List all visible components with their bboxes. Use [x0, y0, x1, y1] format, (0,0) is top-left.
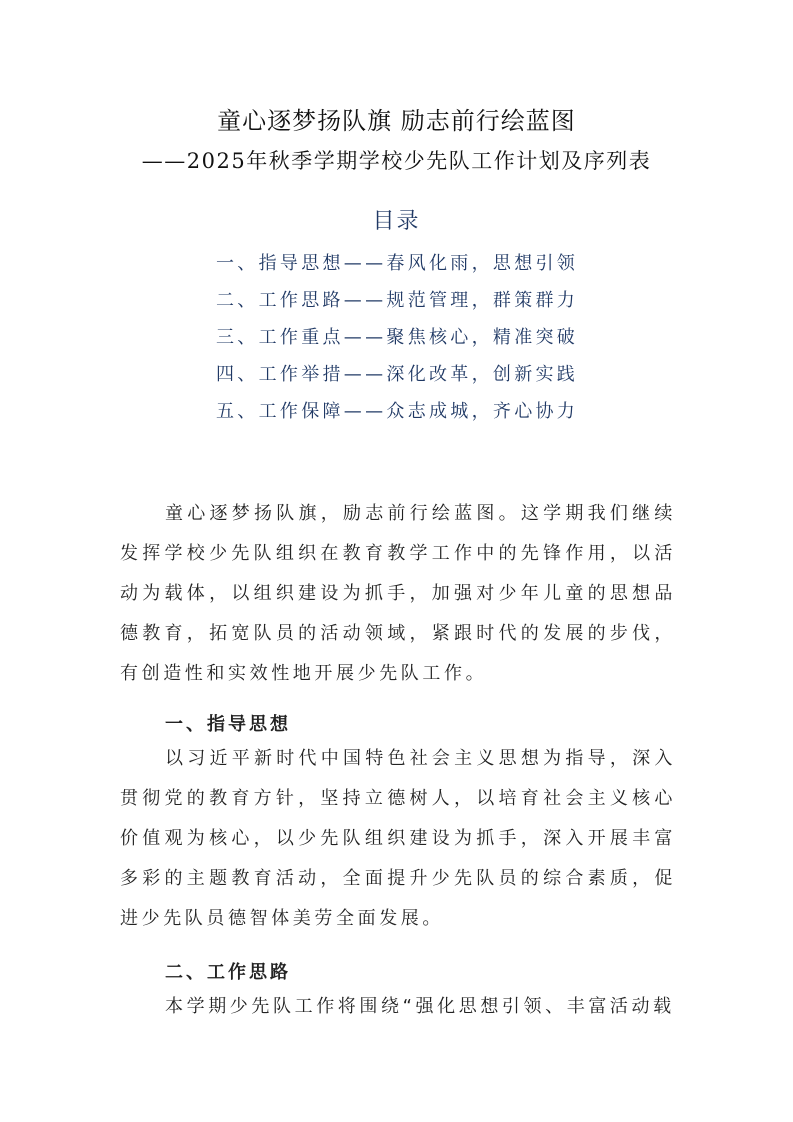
toc-heading: 目录 [372, 209, 421, 234]
toc-item[interactable]: 二、工作思路——规范管理，群策群力 [216, 290, 579, 311]
section-heading-guiding-ideology: 一、指导思想 [165, 714, 291, 735]
document-subtitle: ——2025年秋季学期学校少先队工作计划及序列表 [141, 149, 652, 173]
table-of-contents [216, 250, 578, 435]
section-body-guiding-ideology: 以习近平新时代中国特色社会主义思想为指导，深入贯彻党的教育方针，坚持立德树人，以培育社会主义核心价值观为核心，以少先队组织建设为抓手，深入开展丰富多彩的主题教育活动，全面提升少先队员的综合素质，促进少先队员德智体美劳全面发展。 [120, 748, 676, 929]
intro-paragraph: 童心逐梦扬队旗，励志前行绘蓝图。这学期我们继续发挥学校少先队组织在教育教学工作中的先锋作用，以活动为载体，以组织建设为抓手，加强对少年儿童的思想品德教育，拓宽队员的活动领域，紧跟时代的发展的步伐，有创造性和实效性地开展少先队工作。 [120, 503, 676, 684]
document-title: 童心逐梦扬队旗 励志前行绘蓝图 [217, 107, 576, 135]
toc-item[interactable]: 五、工作保障——众志成城，齐心协力 [216, 401, 579, 422]
section-body-work-approach: 本学期少先队工作将围绕“强化思想引领、丰富活动载 [165, 996, 675, 1017]
toc-item[interactable]: 四、工作举措——深化改革，创新实践 [216, 364, 579, 385]
section-heading-work-approach: 二、工作思路 [165, 962, 291, 983]
toc-item[interactable]: 一、指导思想——春风化雨，思想引领 [216, 253, 579, 274]
toc-item[interactable]: 三、工作重点——聚焦核心，精准突破 [216, 327, 579, 348]
